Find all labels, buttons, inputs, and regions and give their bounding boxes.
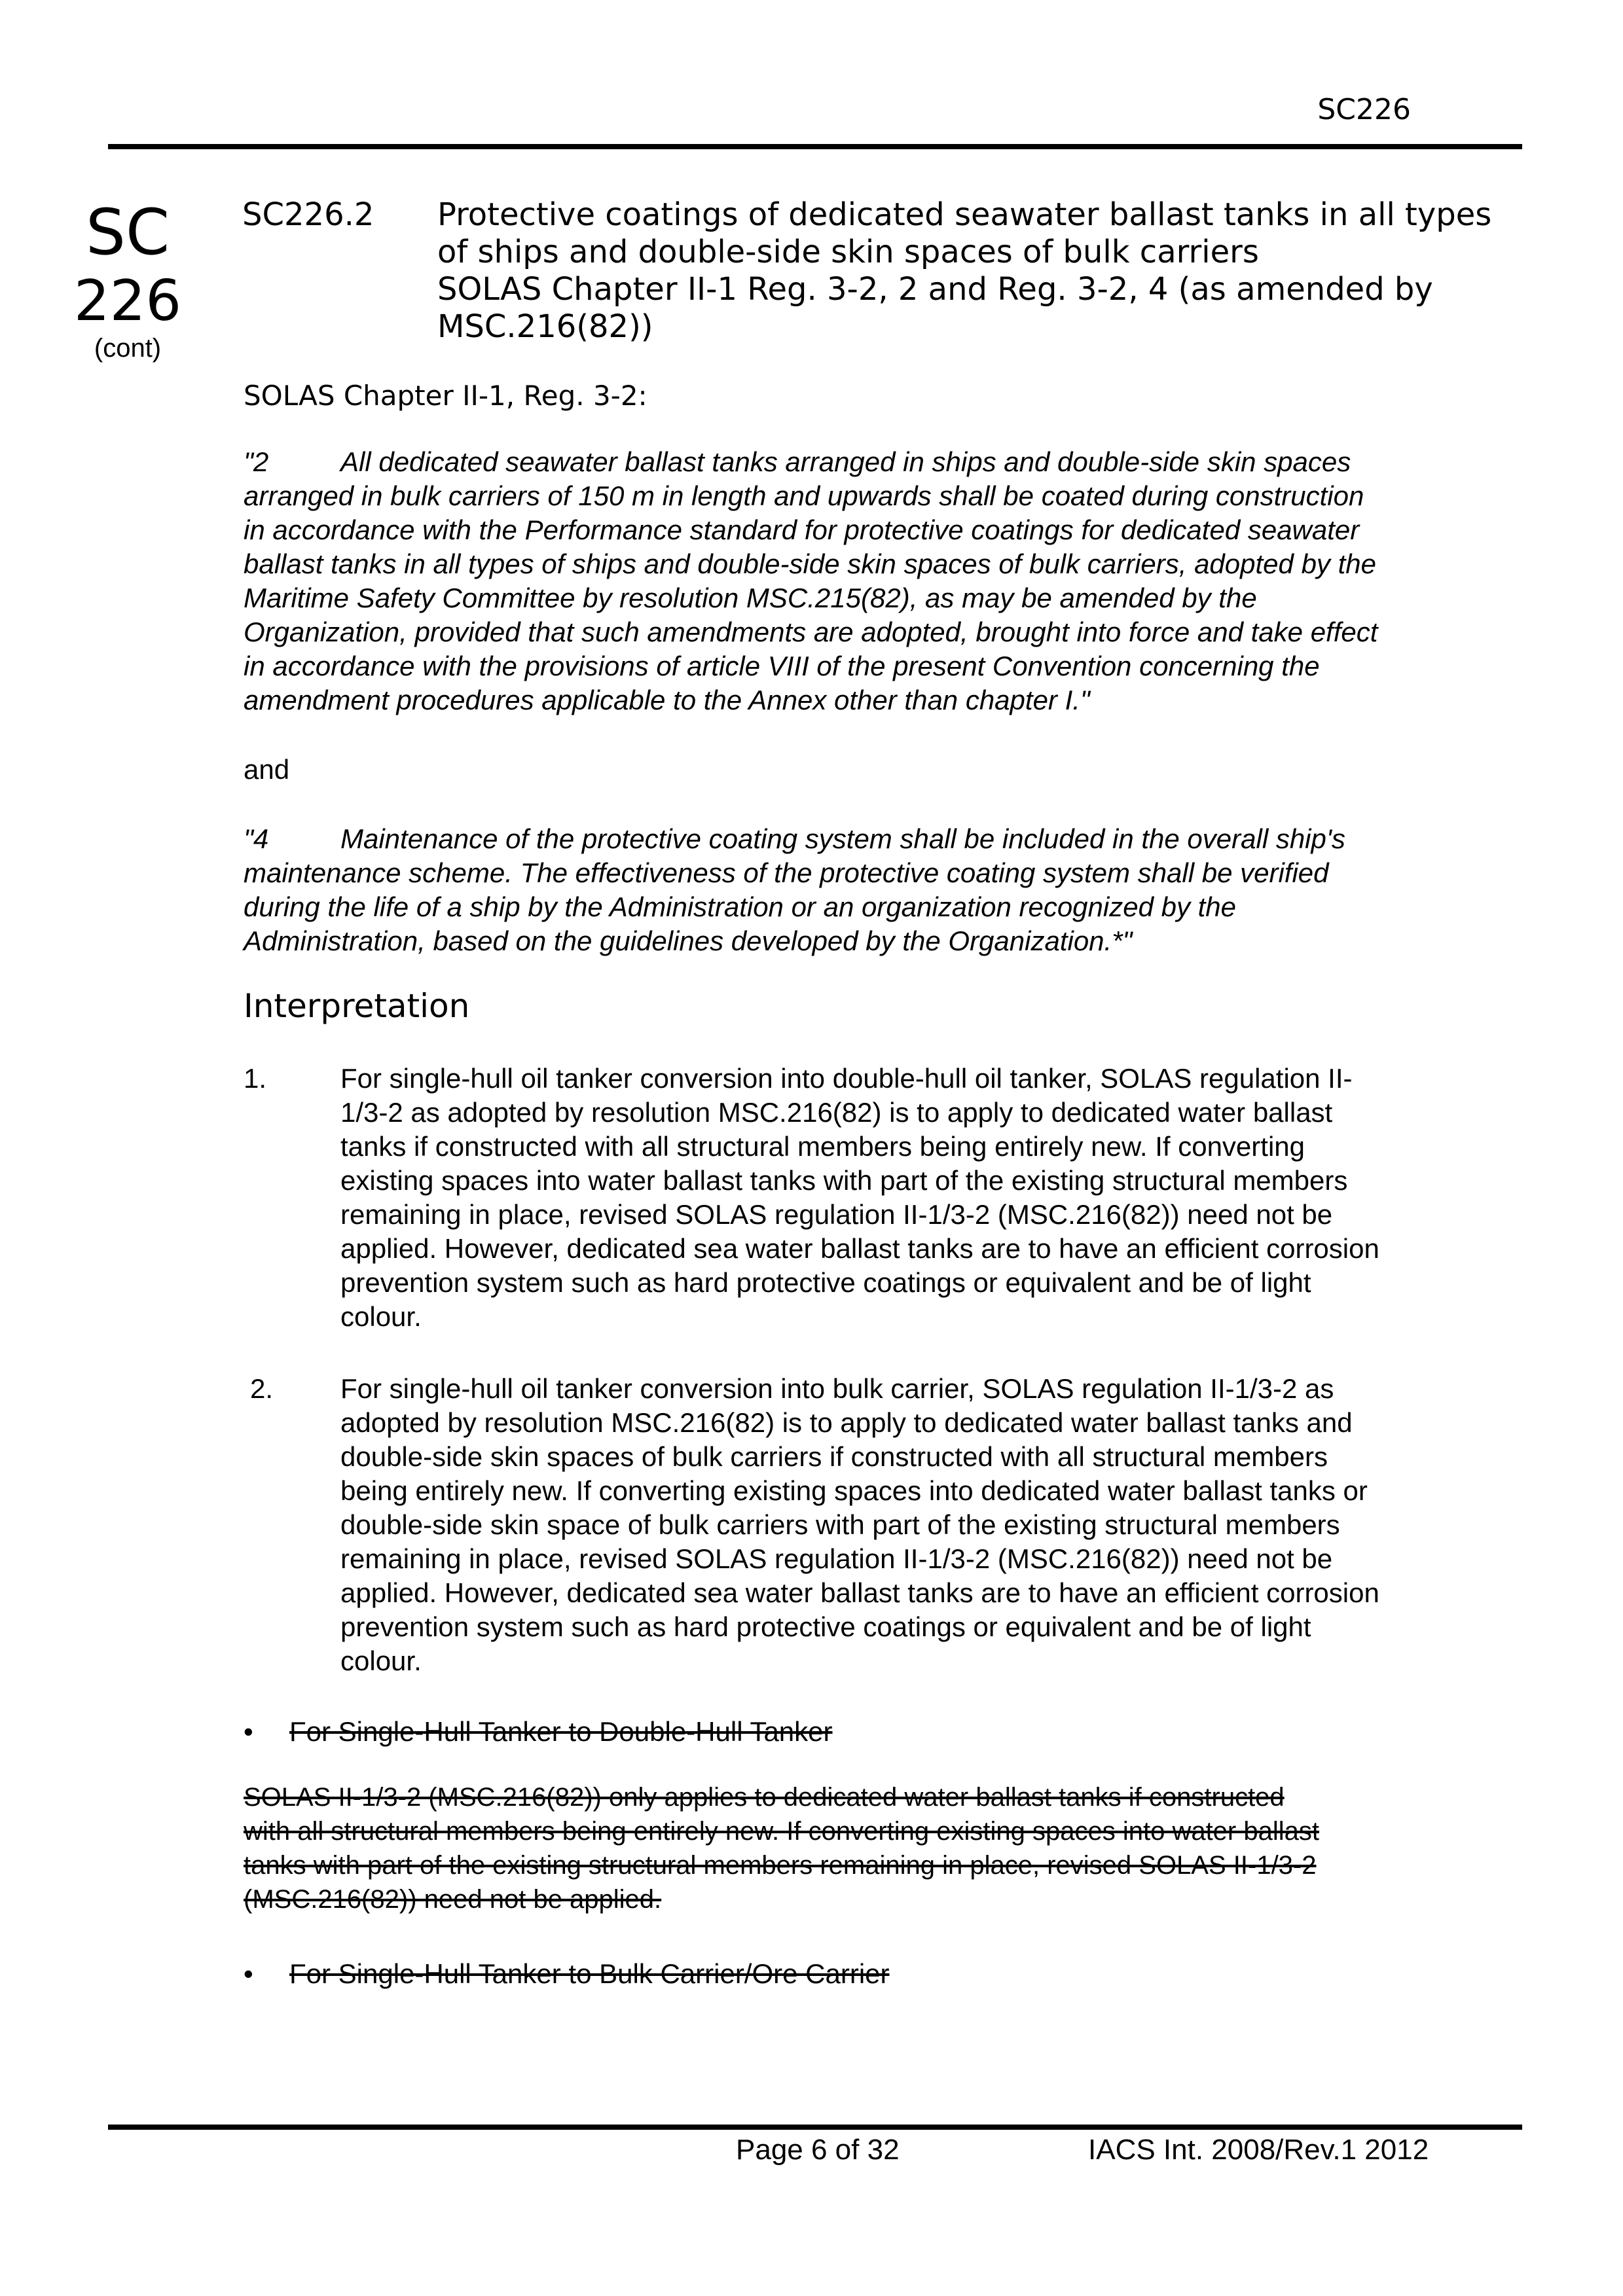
section-title — [437, 196, 1498, 346]
bullet-icon: • — [244, 1716, 253, 1747]
quote-line — [244, 445, 1468, 479]
header-rule — [108, 144, 1522, 149]
item-line: applied. However, dedicated sea water ballast tanks are to have an efficient corrosion — [340, 1577, 1379, 1608]
quote-text: Maintenance of the protective coating system shall be included in the overall ship's — [340, 823, 1345, 854]
footer-rule — [108, 2125, 1522, 2130]
bullet-text: For Single-Hull Tanker to Bulk Carrier/Ore Carrier — [289, 1958, 890, 1989]
quote-line: Maritime Safety Committee by resolution MSC.215(82), as may be amended by the — [244, 583, 1257, 613]
quote-line: in accordance with the provisions of article VIII of the present Convention concerning the — [244, 651, 1320, 681]
bullet-icon: • — [244, 1958, 253, 1989]
interpretation-heading: Interpretation — [244, 987, 470, 1025]
bullet-text: For Single-Hull Tanker to Double-Hull Tanker — [289, 1716, 833, 1747]
deleted-bullet-2 — [244, 1957, 1422, 1991]
item-line: tanks if constructed with all structural members being entirely new. If converting — [340, 1131, 1305, 1162]
item-line: applied. However, dedicated sea water ballast tanks are to have an efficient corrosion — [340, 1233, 1379, 1264]
item-line: being entirely new. If converting existing spaces into dedicated water ballast tanks or — [340, 1475, 1368, 1506]
item-line: adopted by resolution MSC.216(82) is to apply to dedicated water ballast tanks and — [340, 1407, 1353, 1438]
item-number: 1. — [244, 1063, 267, 1094]
item-line: double-side skin spaces of bulk carriers if constructed with all structural members — [340, 1441, 1328, 1472]
item-line: colour. — [340, 1301, 422, 1332]
item-number: 2. — [250, 1373, 274, 1404]
deleted-line: tanks with part of the existing structural members remaining in place, revised SOLAS II-1/3-2 — [244, 1851, 1317, 1880]
quote-line: during the life of a ship by the Administration or an organization recognized by the — [244, 891, 1237, 922]
section-title-line: MSC.216(82)) — [437, 308, 653, 345]
item-line: colour. — [340, 1645, 422, 1676]
item-line: remaining in place, revised SOLAS regulation II-1/3-2 (MSC.216(82)) need not be — [340, 1543, 1333, 1574]
item-text — [340, 1372, 1467, 1678]
quote-line: amendment procedures applicable to the Annex other than chapter I." — [244, 685, 1090, 715]
sidebar-number: 226 — [73, 268, 182, 334]
quote-line — [244, 822, 1468, 856]
quote-paragraph-2 — [244, 445, 1468, 717]
section-title-line: SOLAS Chapter II-1 Reg. 3-2, 2 and Reg. 3-2, 4 (as amended by — [437, 271, 1433, 308]
quote-line: Organization, provided that such amendments are adopted, brought into force and take effect — [244, 617, 1378, 647]
quote-line: ballast tanks in all types of ships and double-side skin spaces of bulk carriers, adopted by the — [244, 548, 1376, 579]
footer-doc: IACS Int. 2008/Rev.1 2012 — [1088, 2134, 1429, 2166]
footer-page: Page 6 of 32 — [736, 2134, 900, 2166]
item-text — [340, 1062, 1467, 1334]
sidebar-sc: SC — [86, 196, 170, 269]
quote-line: in accordance with the Performance standard for protective coatings for dedicated seawater — [244, 514, 1360, 545]
header-code: SC226 — [1317, 93, 1411, 126]
deleted-line: with all structural members being entirely new. If converting existing spaces into water ballast — [244, 1817, 1319, 1846]
quote-paragraph-4 — [244, 822, 1468, 958]
sidebar-cont: (cont) — [94, 334, 162, 363]
quote-number: "4 — [244, 823, 269, 854]
deleted-line: SOLAS II-1/3-2 (MSC.216(82)) only applies to dedicated water ballast tanks if constructed — [244, 1783, 1285, 1812]
section-number: SC226.2 — [242, 196, 374, 233]
quote-line: maintenance scheme. The effectiveness of the protective coating system shall be verified — [244, 857, 1329, 888]
item-line: prevention system such as hard protective coatings or equivalent and be of light — [340, 1611, 1311, 1642]
deleted-bullet-1 — [244, 1715, 1422, 1749]
item-line: remaining in place, revised SOLAS regulation II-1/3-2 (MSC.216(82)) need not be — [340, 1199, 1333, 1230]
item-line: For single-hull oil tanker conversion into double-hull oil tanker, SOLAS regulation II- — [340, 1063, 1353, 1094]
deleted-paragraph — [244, 1780, 1468, 1916]
section-title-line: Protective coatings of dedicated seawater ballast tanks in all types — [437, 196, 1492, 233]
quote-number: "2 — [244, 446, 269, 477]
quote-text: All dedicated seawater ballast tanks arranged in ships and double-side skin spaces — [340, 446, 1351, 477]
item-line: prevention system such as hard protective coatings or equivalent and be of light — [340, 1267, 1311, 1298]
item-line: existing spaces into water ballast tanks with part of the existing structural members — [340, 1165, 1348, 1196]
quote-line: arranged in bulk carriers of 150 m in length and upwards shall be coated during construction — [244, 480, 1364, 511]
quote-line: Administration, based on the guidelines developed by the Organization.*" — [244, 925, 1133, 956]
item-line: double-side skin space of bulk carriers with part of the existing structural members — [340, 1509, 1340, 1540]
section-title-line: of ships and double-side skin spaces of bulk carriers — [437, 234, 1259, 270]
item-line: For single-hull oil tanker conversion into bulk carrier, SOLAS regulation II-1/3-2 as — [340, 1373, 1334, 1404]
and-connector: and — [244, 754, 290, 785]
deleted-line: (MSC.216(82)) need not be applied. — [244, 1885, 662, 1914]
item-line: 1/3-2 as adopted by resolution MSC.216(82) is to apply to dedicated water ballast — [340, 1097, 1333, 1128]
reference-line: SOLAS Chapter II-1, Reg. 3-2: — [244, 380, 647, 412]
